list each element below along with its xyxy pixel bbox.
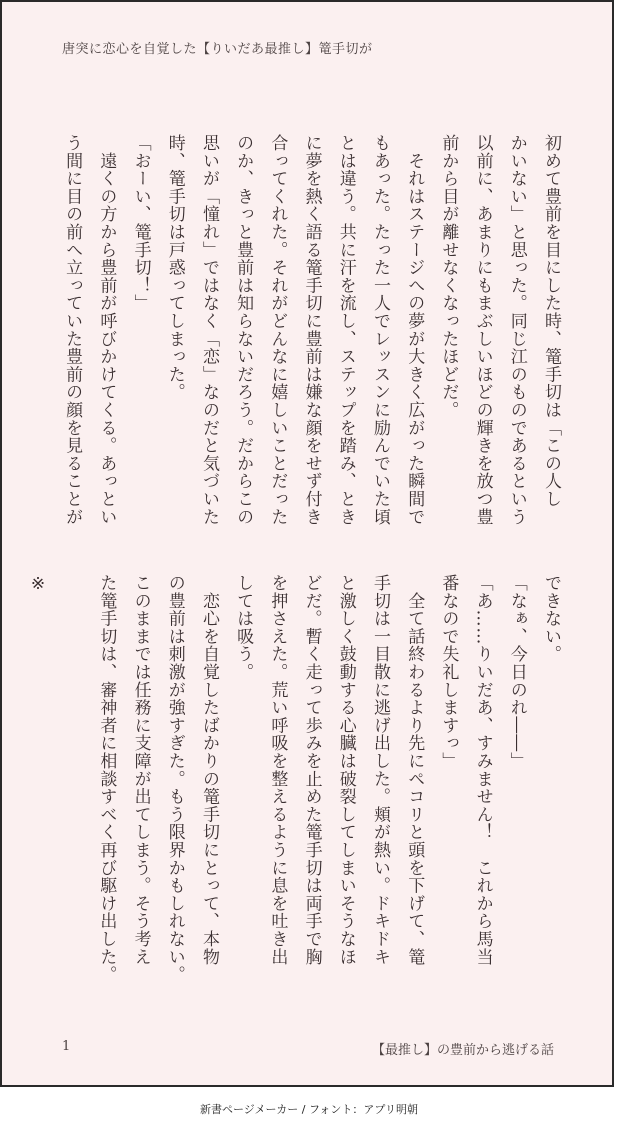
text-line: 以前に、あまりにもまぶしいほどの輝きを放つ豊 <box>472 134 493 526</box>
text-line: 前から目が離せなくなったほどだ。 <box>438 134 459 419</box>
text-line: 思いが「憧れ」ではなく「恋」なのだと気づいた <box>198 134 219 526</box>
text-line: に夢を熱く語る篭手切に豊前は嫌な顔をせず付き <box>301 134 322 526</box>
text-line: を押さえた。荒い呼吸を整えるように息を吐き出 <box>267 574 288 966</box>
text-line: このままでは任務に支障が出てしまう。そう考え <box>130 574 151 966</box>
text-line: できない。 <box>541 574 561 663</box>
lower-text-block <box>27 574 568 1014</box>
text-line: それはステージへの夢が大きく広がった瞬間で <box>404 134 425 526</box>
text-line: ※ <box>27 574 48 595</box>
text-line: 番なので失礼しますっ」 <box>438 574 459 770</box>
text-line: 手切は一目散に逃げ出した。頬が熱い。ドキドキ <box>369 574 390 966</box>
text-line: もあった。たった一人でレッスンに励んでいた頃 <box>369 134 390 526</box>
text-line: のか、きっと豊前は知らないだろう。だからこの <box>233 134 254 526</box>
text-line: 「あ……りいだあ、すみません！ これから馬当 <box>472 574 493 966</box>
text-line: しては吸う。 <box>233 574 254 681</box>
upper-text-block <box>60 134 568 526</box>
text-line: とは違う。共に汗を流し、ステップを踏み、とき <box>335 134 356 526</box>
text-line: 「おーい、篭手切！」 <box>130 134 151 312</box>
text-line: どだ。暫く走って歩みを止めた篭手切は両手で胸 <box>301 574 322 966</box>
text-line: かいない」と思った。同じ江のものであるという <box>506 134 527 526</box>
text-line: 恋心を自覚したばかりの篭手切にとって、本物 <box>198 574 219 966</box>
text-line: 時、篭手切は戸惑ってしまった。 <box>164 134 185 401</box>
credit-line: 新書ページメーカー / フォント：アプリ明朝 <box>200 1103 418 1116</box>
running-header: 唐突に恋心を自覚した【りいだあ最推し】篭手切が <box>62 42 373 57</box>
footer-title: 【最推し】の豊前から逃げる話 <box>371 1043 554 1058</box>
text-line <box>55 574 89 1014</box>
text-line: 合ってくれた。それがどんなに嬉しいことだった <box>267 134 288 526</box>
text-line: 遠くの方から豊前が呼びかけてくる。あっとい <box>96 134 117 526</box>
text-line: と激しく鼓動する心臓は破裂してしまいそうなほ <box>335 574 356 966</box>
text-line: 初めて豊前を目にした時、篭手切は「この人し <box>541 134 561 508</box>
text-line: 「なぁ、今日のれ――」 <box>506 574 527 770</box>
text-line: う間に目の前へ立っていた豊前の顔を見ることが <box>62 134 83 526</box>
page-number: 1 <box>62 1039 71 1054</box>
text-line: の豊前は刺激が強すぎた。もう限界かもしれない。 <box>164 574 185 984</box>
text-line: た篭手切は、審神者に相談すべく再び駆け出した。 <box>96 574 117 984</box>
text-line: 全て話終わるより先にペコリと頭を下げて、篭 <box>404 574 425 966</box>
